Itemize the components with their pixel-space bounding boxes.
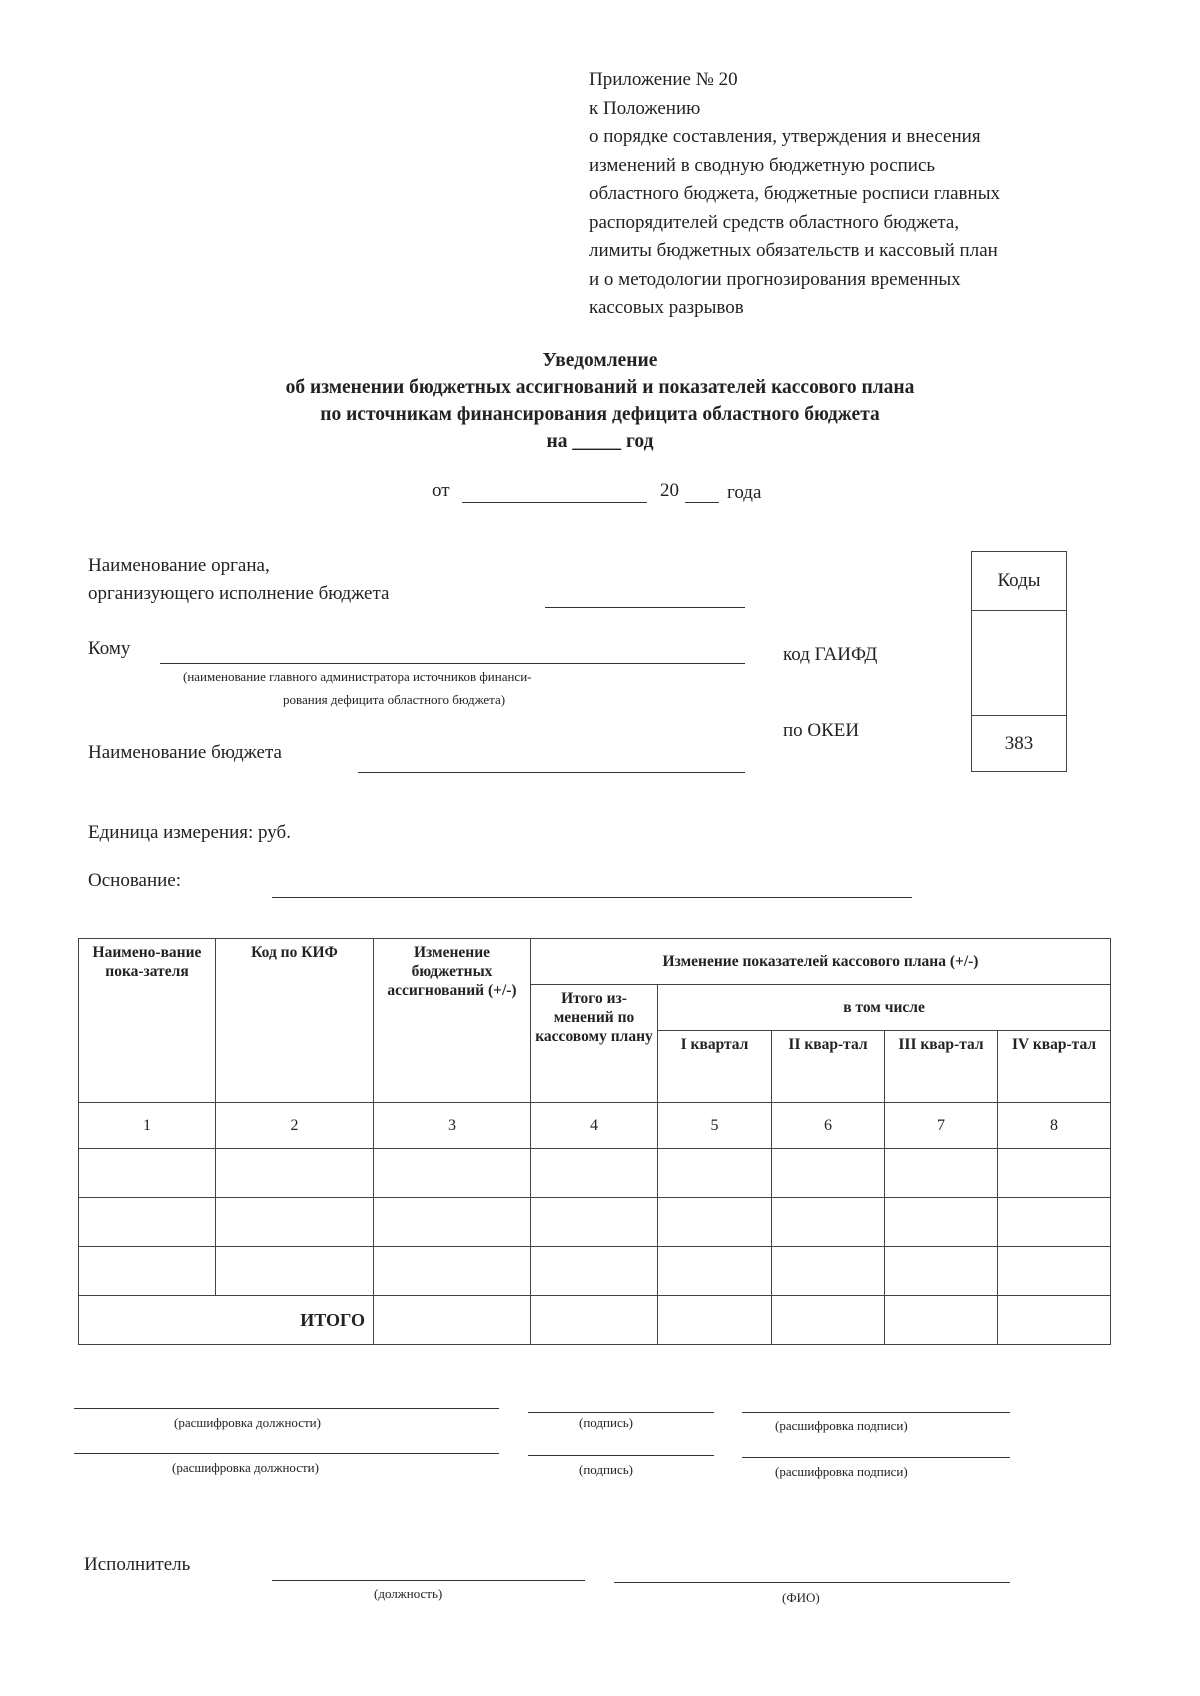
total-row — [79, 1296, 1111, 1345]
basis-blank[interactable] — [272, 897, 912, 898]
column-number: 2 — [216, 1103, 374, 1149]
to-blank[interactable] — [160, 663, 745, 664]
table-cell[interactable] — [885, 1247, 998, 1296]
executor-position-blank[interactable] — [272, 1580, 585, 1581]
column-number: 1 — [79, 1103, 216, 1149]
header-q3: III квар-тал — [885, 1031, 998, 1103]
gaifd-label: код ГАИФД — [783, 644, 878, 665]
basis-label: Основание: — [88, 870, 182, 891]
appendix-line: кассовых разрывов — [589, 297, 744, 318]
document-subtitle-1: об изменении бюджетных ассигнований и показателей кассового плана — [285, 377, 915, 398]
signature-position-hint: (расшифровка должности) — [174, 1415, 321, 1430]
date-year-prefix: 20 — [660, 480, 679, 501]
signature-decode-blank-1[interactable] — [742, 1412, 1010, 1413]
document-year: на _____ год — [546, 431, 654, 452]
to-hint-2: рования дефицита областного бюджета) — [283, 692, 506, 707]
table-cell[interactable] — [658, 1198, 772, 1247]
date-day-month-blank[interactable] — [462, 502, 647, 503]
codes-box — [971, 551, 1067, 772]
header-kif-code: Код по КИФ — [216, 939, 374, 1103]
gaifd-code-cell[interactable] — [972, 611, 1066, 716]
executor-fio-hint: (ФИО) — [782, 1590, 820, 1605]
header-cash-plan-total: Итого из-менений по кассовому плану — [531, 985, 658, 1103]
codes-header: Коды — [972, 552, 1066, 611]
column-number: 6 — [772, 1103, 885, 1149]
appendix-line: и о методологии прогнозирования временных — [589, 268, 961, 290]
document-subtitle-2: по источникам финансирования дефицита областного бюджета — [320, 404, 880, 425]
table-cell[interactable] — [374, 1198, 531, 1247]
appendix-line: распорядителей средств областного бюджета, — [589, 211, 960, 233]
appendix-block — [589, 66, 1149, 323]
executor-label: Исполнитель — [84, 1554, 191, 1575]
executor-position-hint: (должность) — [374, 1586, 443, 1601]
table-cell[interactable] — [79, 1149, 216, 1198]
signature-position-blank-1[interactable] — [74, 1408, 499, 1409]
document-title: Уведомление — [542, 350, 658, 371]
table-cell[interactable] — [658, 1296, 772, 1345]
table-cell[interactable] — [531, 1149, 658, 1198]
organ-label-1: Наименование органа, — [88, 555, 270, 576]
header-including: в том числе — [658, 985, 1111, 1031]
okei-code-cell: 383 — [1004, 733, 1034, 754]
table-cell[interactable] — [772, 1296, 885, 1345]
unit-label: Единица измерения: руб. — [88, 822, 291, 843]
signature-position-blank-2[interactable] — [74, 1453, 499, 1454]
plan-changes-table — [78, 938, 1111, 1345]
budget-name-blank[interactable] — [358, 772, 745, 773]
table-cell[interactable] — [531, 1247, 658, 1296]
signature-sign-blank-1[interactable] — [528, 1412, 714, 1413]
table-cell[interactable] — [374, 1296, 531, 1345]
signature-decode-blank-2[interactable] — [742, 1457, 1010, 1458]
table-cell[interactable] — [216, 1198, 374, 1247]
column-number: 5 — [658, 1103, 772, 1149]
signature-decode-hint: (расшифровка подписи) — [775, 1464, 908, 1479]
header-indicator-name: Наимено-вание пока-зателя — [79, 939, 216, 1103]
column-number: 4 — [531, 1103, 658, 1149]
signature-sign-hint: (подпись) — [579, 1462, 633, 1477]
table-cell[interactable] — [998, 1296, 1111, 1345]
header-q4: IV квар-тал — [998, 1031, 1111, 1103]
signature-sign-hint: (подпись) — [579, 1415, 633, 1430]
column-number: 8 — [998, 1103, 1111, 1149]
table-row — [79, 1198, 1111, 1247]
to-hint-1: (наименование главного администратора источников финанси- — [183, 669, 532, 684]
appendix-line: о порядке составления, утверждения и внесения — [589, 126, 981, 147]
table-cell[interactable] — [531, 1198, 658, 1247]
organ-blank[interactable] — [545, 607, 745, 608]
appendix-line: к Положению — [589, 97, 701, 119]
executor-fio-blank[interactable] — [614, 1582, 1010, 1583]
table-cell[interactable] — [885, 1198, 998, 1247]
to-label: Кому — [88, 638, 131, 659]
table-cell[interactable] — [885, 1296, 998, 1345]
table-cell[interactable] — [885, 1149, 998, 1198]
table-cell[interactable] — [216, 1149, 374, 1198]
table-cell[interactable] — [998, 1198, 1111, 1247]
table-cell[interactable] — [998, 1149, 1111, 1198]
appendix-line: лимиты бюджетных обязательств и кассовый план — [589, 240, 998, 261]
table-cell[interactable] — [772, 1247, 885, 1296]
signature-sign-blank-2[interactable] — [528, 1455, 714, 1456]
table-cell[interactable] — [772, 1149, 885, 1198]
total-label: ИТОГО — [79, 1296, 374, 1345]
appendix-line: Приложение № 20 — [589, 69, 738, 90]
table-cell[interactable] — [374, 1247, 531, 1296]
date-year-blank[interactable] — [685, 502, 719, 503]
table-cell[interactable] — [79, 1247, 216, 1296]
table-cell[interactable] — [658, 1149, 772, 1198]
column-number: 7 — [885, 1103, 998, 1149]
table-cell[interactable] — [998, 1247, 1111, 1296]
table-cell[interactable] — [772, 1198, 885, 1247]
column-number: 3 — [374, 1103, 531, 1149]
table-cell[interactable] — [531, 1296, 658, 1345]
appendix-line: изменений в сводную бюджетную роспись — [589, 154, 936, 176]
header-budget-change: Изменение бюджетных ассигнований (+/-) — [374, 939, 531, 1103]
header-q1: I квартал — [658, 1031, 772, 1103]
date-from-label: от — [432, 480, 450, 501]
appendix-line: областного бюджета, бюджетные росписи главных — [589, 183, 1000, 204]
table-cell[interactable] — [374, 1149, 531, 1198]
date-year-suffix: года — [727, 482, 762, 503]
table-row — [79, 1247, 1111, 1296]
table-cell[interactable] — [658, 1247, 772, 1296]
organ-label-2: организующего исполнение бюджета — [88, 583, 390, 604]
header-cash-plan-change: Изменение показателей кассового плана (+/-) — [531, 939, 1111, 985]
table-row — [79, 1149, 1111, 1198]
table-cell[interactable] — [216, 1247, 374, 1296]
okei-label: по ОКЕИ — [783, 720, 860, 741]
budget-name-label: Наименование бюджета — [88, 742, 282, 763]
table-cell[interactable] — [79, 1198, 216, 1247]
signature-decode-hint: (расшифровка подписи) — [775, 1418, 908, 1433]
header-q2: II квар-тал — [772, 1031, 885, 1103]
signature-position-hint: (расшифровка должности) — [172, 1460, 319, 1475]
